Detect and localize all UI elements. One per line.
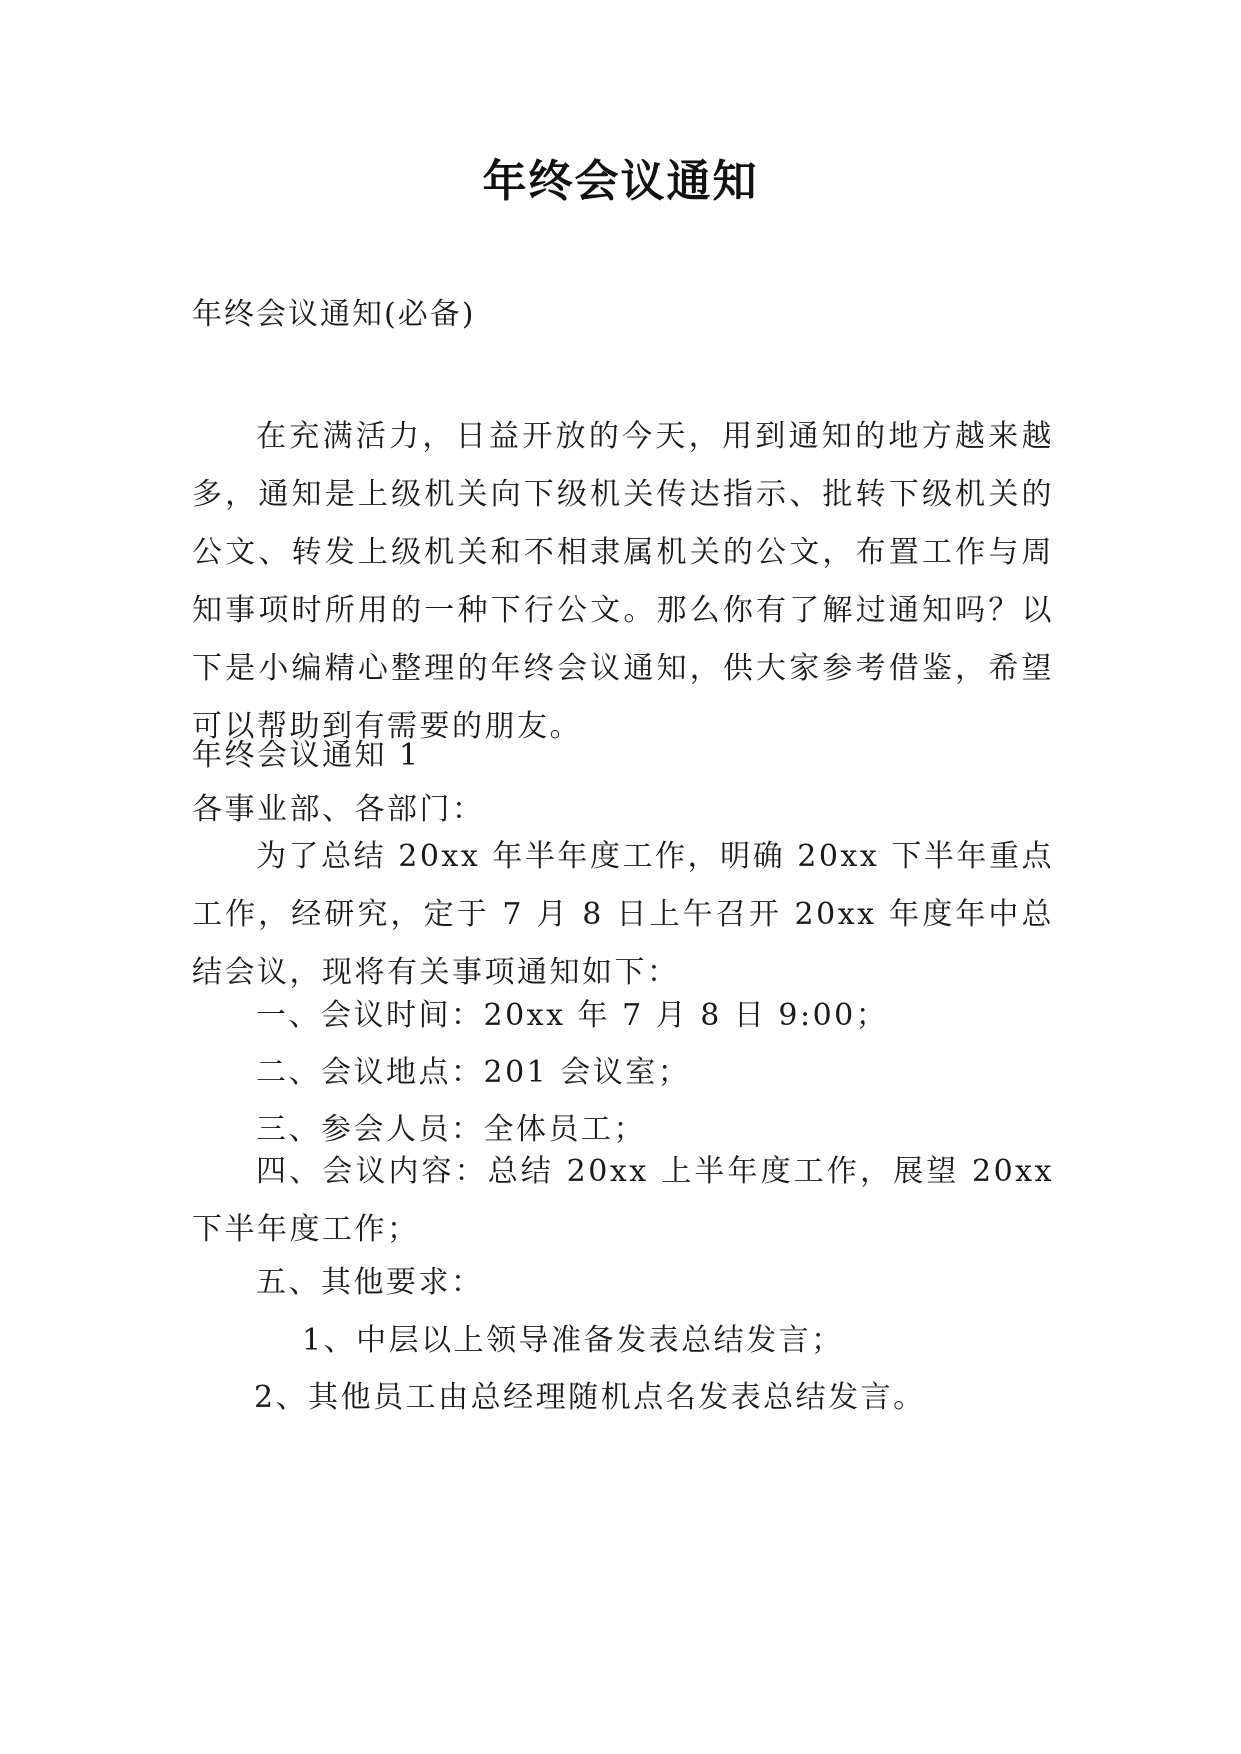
page-title: 年终会议通知 — [482, 156, 759, 207]
requirement-1: 1、中层以上领导准备发表总结发言； — [302, 1323, 844, 1358]
body-paragraph: 为了总结 20xx 年半年度工作，明确 20xx 下半年重点工作，经研究，定于 7 月 8 日上午召开 20xx 年度年中总结会议，现将有关事项通知如下： — [192, 839, 1054, 990]
item-attendees: 三、参会人员：全体员工； — [256, 1112, 646, 1147]
item-meeting-time: 一、会议时间：20xx 年 7 月 8 日 9:00； — [256, 998, 889, 1033]
item-other-requirements: 五、其他要求： — [256, 1265, 484, 1300]
item-meeting-content: 四、会议内容：总结 20xx 上半年度工作，展望 20xx 下半年度工作； — [192, 1154, 1054, 1247]
salutation: 各事业部、各部门： — [192, 792, 485, 827]
intro-paragraph: 在充满活力，日益开放的今天，用到通知的地方越来越多，通知是上级机关向下级机关传达指示、批转下级机关的公文、转发上级机关和不相隶属机关的公文，布置工作与周知事项时所用的一种下行公文。那么你有了解过通知吗？以下是小编精心整理的年终会议通知，供大家参考借鉴，希望可以帮助到有需要的朋友。 — [192, 419, 1054, 744]
item-meeting-place: 二、会议地点：201 会议室； — [256, 1055, 691, 1090]
section-heading: 年终会议通知 1 — [192, 738, 421, 773]
requirement-2: 2、其他员工由总经理随机点名发表总结发言。 — [254, 1380, 926, 1415]
document-subtitle: 年终会议通知(必备) — [192, 297, 476, 332]
